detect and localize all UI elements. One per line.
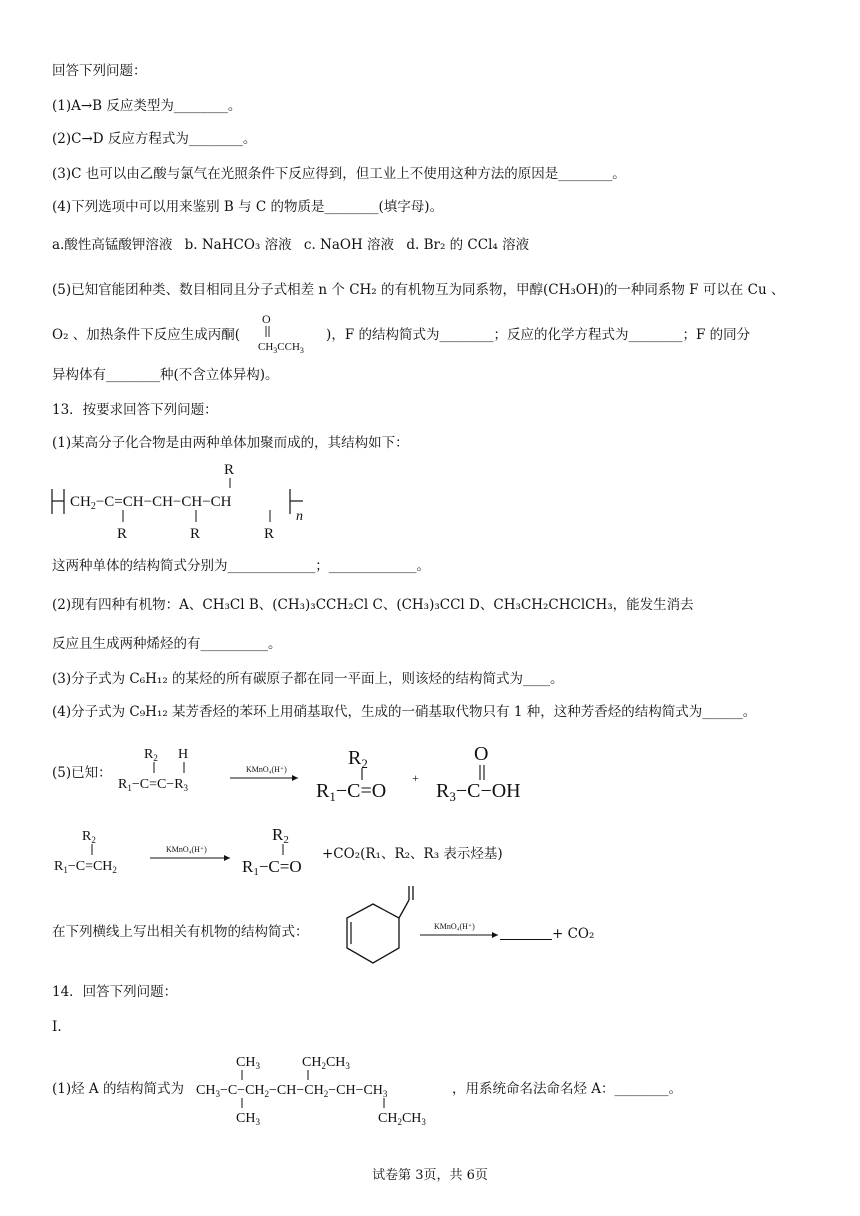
q14-part1-a: (1)烃 A 的结构简式为 [52, 1081, 184, 1097]
q13-part3: (3)分子式为 C₆H₁₂ 的某烃的所有碳原子都在同一平面上，则该烃的结构简式为____。 [52, 671, 564, 687]
q13-heading: 13．按要求回答下列问题： [52, 402, 218, 418]
reaction-2 [52, 822, 352, 882]
q13-part1-answer: 这两种单体的结构简式分别为_____________；_____________。 [52, 558, 430, 574]
svg-text:R: R [264, 526, 275, 542]
svg-text:R2: $R_2$ [82, 829, 96, 845]
q12-part3: (3)C 也可以由乙酸与氯气在光照条件下反应得到，但工业上不使用这种方法的原因是________。 [52, 166, 626, 182]
q12-part2: (2)C→D 反应方程式为________。 [52, 131, 257, 147]
q14-heading: 14．回答下列问题： [52, 984, 178, 1000]
option-d: d. Br₂ 的 CCl₄ 溶液 [406, 237, 530, 253]
q13-part4: (4)分子式为 C₉H₁₂ 某芳香烃的苯环上用硝基取代，生成的一硝基取代物只有 1 种，这种芳香烃的结构简式为______。 [52, 704, 757, 720]
q14-part: I. [52, 1019, 62, 1035]
svg-text:R: R [117, 526, 128, 542]
option-b: b. NaHCO₃ 溶液 [184, 237, 292, 253]
acetone-structure [256, 310, 346, 355]
q12-part5-line2b: )，F 的结构简式为________；反应的化学方程式为________；F 的同分 [326, 327, 751, 343]
svg-text:CH2CH3: $CH_2CH_3$ [378, 1111, 426, 1127]
option-c: c. NaOH 溶液 [303, 237, 395, 253]
answer-blank [500, 926, 552, 940]
q12-part5-line2a: O₂ 、加热条件下反应生成丙酮( [52, 327, 241, 343]
q14-part1-b: ，用系统命名法命名烃 A：________。 [452, 1081, 683, 1097]
svg-text:CH3: $CH_3$ [236, 1055, 260, 1071]
q12-part1: (1)A→B 反应类型为________。 [52, 98, 242, 114]
reaction-1 [118, 740, 558, 820]
reagent-label-2: KMnO₄(H⁺) [166, 845, 207, 854]
option-a: a.酸性高锰酸钾溶液 [52, 237, 173, 253]
co2-label: + CO₂ [552, 926, 595, 942]
page-footer: 试卷第 3页，共 6页 [372, 1168, 488, 1183]
q13-part2b: 反应且生成两种烯烃的有__________。 [52, 636, 282, 652]
svg-text:R1−C=O: R1−C=O [242, 857, 302, 878]
svg-text:R2: $R_2$ [144, 747, 158, 763]
vinylcyclohexene-structure [335, 884, 425, 974]
q13-part5-task: 在下列横线上写出相关有机物的结构简式： [52, 924, 309, 940]
q12-part4: (4)下列选项中可以用来鉴别 B 与 C 的物质是________(填字母)。 [52, 199, 444, 215]
svg-text:R1−C=CH2: $R_1-C=CH_2$ [54, 859, 117, 875]
q12-part5-line1: (5)已知官能团种类、数目相同且分子式相差 n 个 CH₂ 的有机物互为同系物，甲醇(CH₃OH)的一种同系物 F 可以在 Cu 、 [52, 282, 785, 298]
q12-part5-line2 [52, 326, 750, 344]
svg-text:R2: R2 [272, 825, 289, 846]
q12-part5-line3: 异构体有________种(不含立体异构)。 [52, 367, 279, 383]
hydrocarbon-a-structure [196, 1050, 456, 1130]
svg-text:CH3−C−CH2−CH−CH2−CH−CH3: $CH_3-C-CH_2-CH-CH_2-CH-CH_3$ [196, 1083, 388, 1099]
svg-text:R3−C−OH: $R_3-C-OH$ [436, 780, 521, 804]
intro-text: 回答下列问题： [52, 63, 147, 79]
reaction-3-arrow [418, 915, 508, 945]
q13-part5-label: (5)已知： [52, 765, 112, 781]
polymer-structure [50, 458, 350, 548]
q13-part2: (2)现有四种有机物：A、CH₃Cl B、(CH₃)₃CCH₂Cl C、(CH₃)₃CCl D、CH₃CH₂CHClCH₃，能发生消去 [52, 597, 694, 613]
svg-text:O: O [474, 743, 489, 765]
reagent-label-3: KMnO₄(H⁺) [434, 922, 475, 931]
q13-part1: (1)某高分子化合物是由两种单体加聚而成的，其结构如下： [52, 435, 409, 451]
svg-text:CH3: $CH_3$ [236, 1111, 260, 1127]
q12-options [52, 236, 529, 254]
svg-text:R2: $R_2$ [348, 747, 368, 771]
svg-text:H: H [178, 747, 189, 762]
svg-text:O: O [262, 312, 271, 326]
svg-text:n: n [296, 509, 303, 524]
svg-text:CH3CCH3: $CH_3CCH_3$ [258, 341, 304, 355]
svg-text:R: R [224, 462, 235, 478]
reagent-label-1: KMnO₄(H⁺) [246, 765, 287, 774]
svg-text:CH2−C=CH−CH−CH−CH: $CH_2-C=CH-CH-CH-CH$ [70, 494, 232, 512]
svg-text:R1−C=O: $R_1-C=O$ [316, 780, 387, 804]
svg-text:CH2CH3: $CH_2CH_3$ [302, 1055, 350, 1071]
q13-part5-tail [500, 925, 594, 943]
svg-text:R: R [190, 526, 201, 542]
q13-part5-note: +CO₂(R₁、R₂、R₃ 表示烃基) [322, 846, 503, 862]
svg-text:+: + [412, 771, 419, 785]
svg-text:R1−C=C−R3: $R_1-C=C-R_3$ [118, 777, 189, 793]
